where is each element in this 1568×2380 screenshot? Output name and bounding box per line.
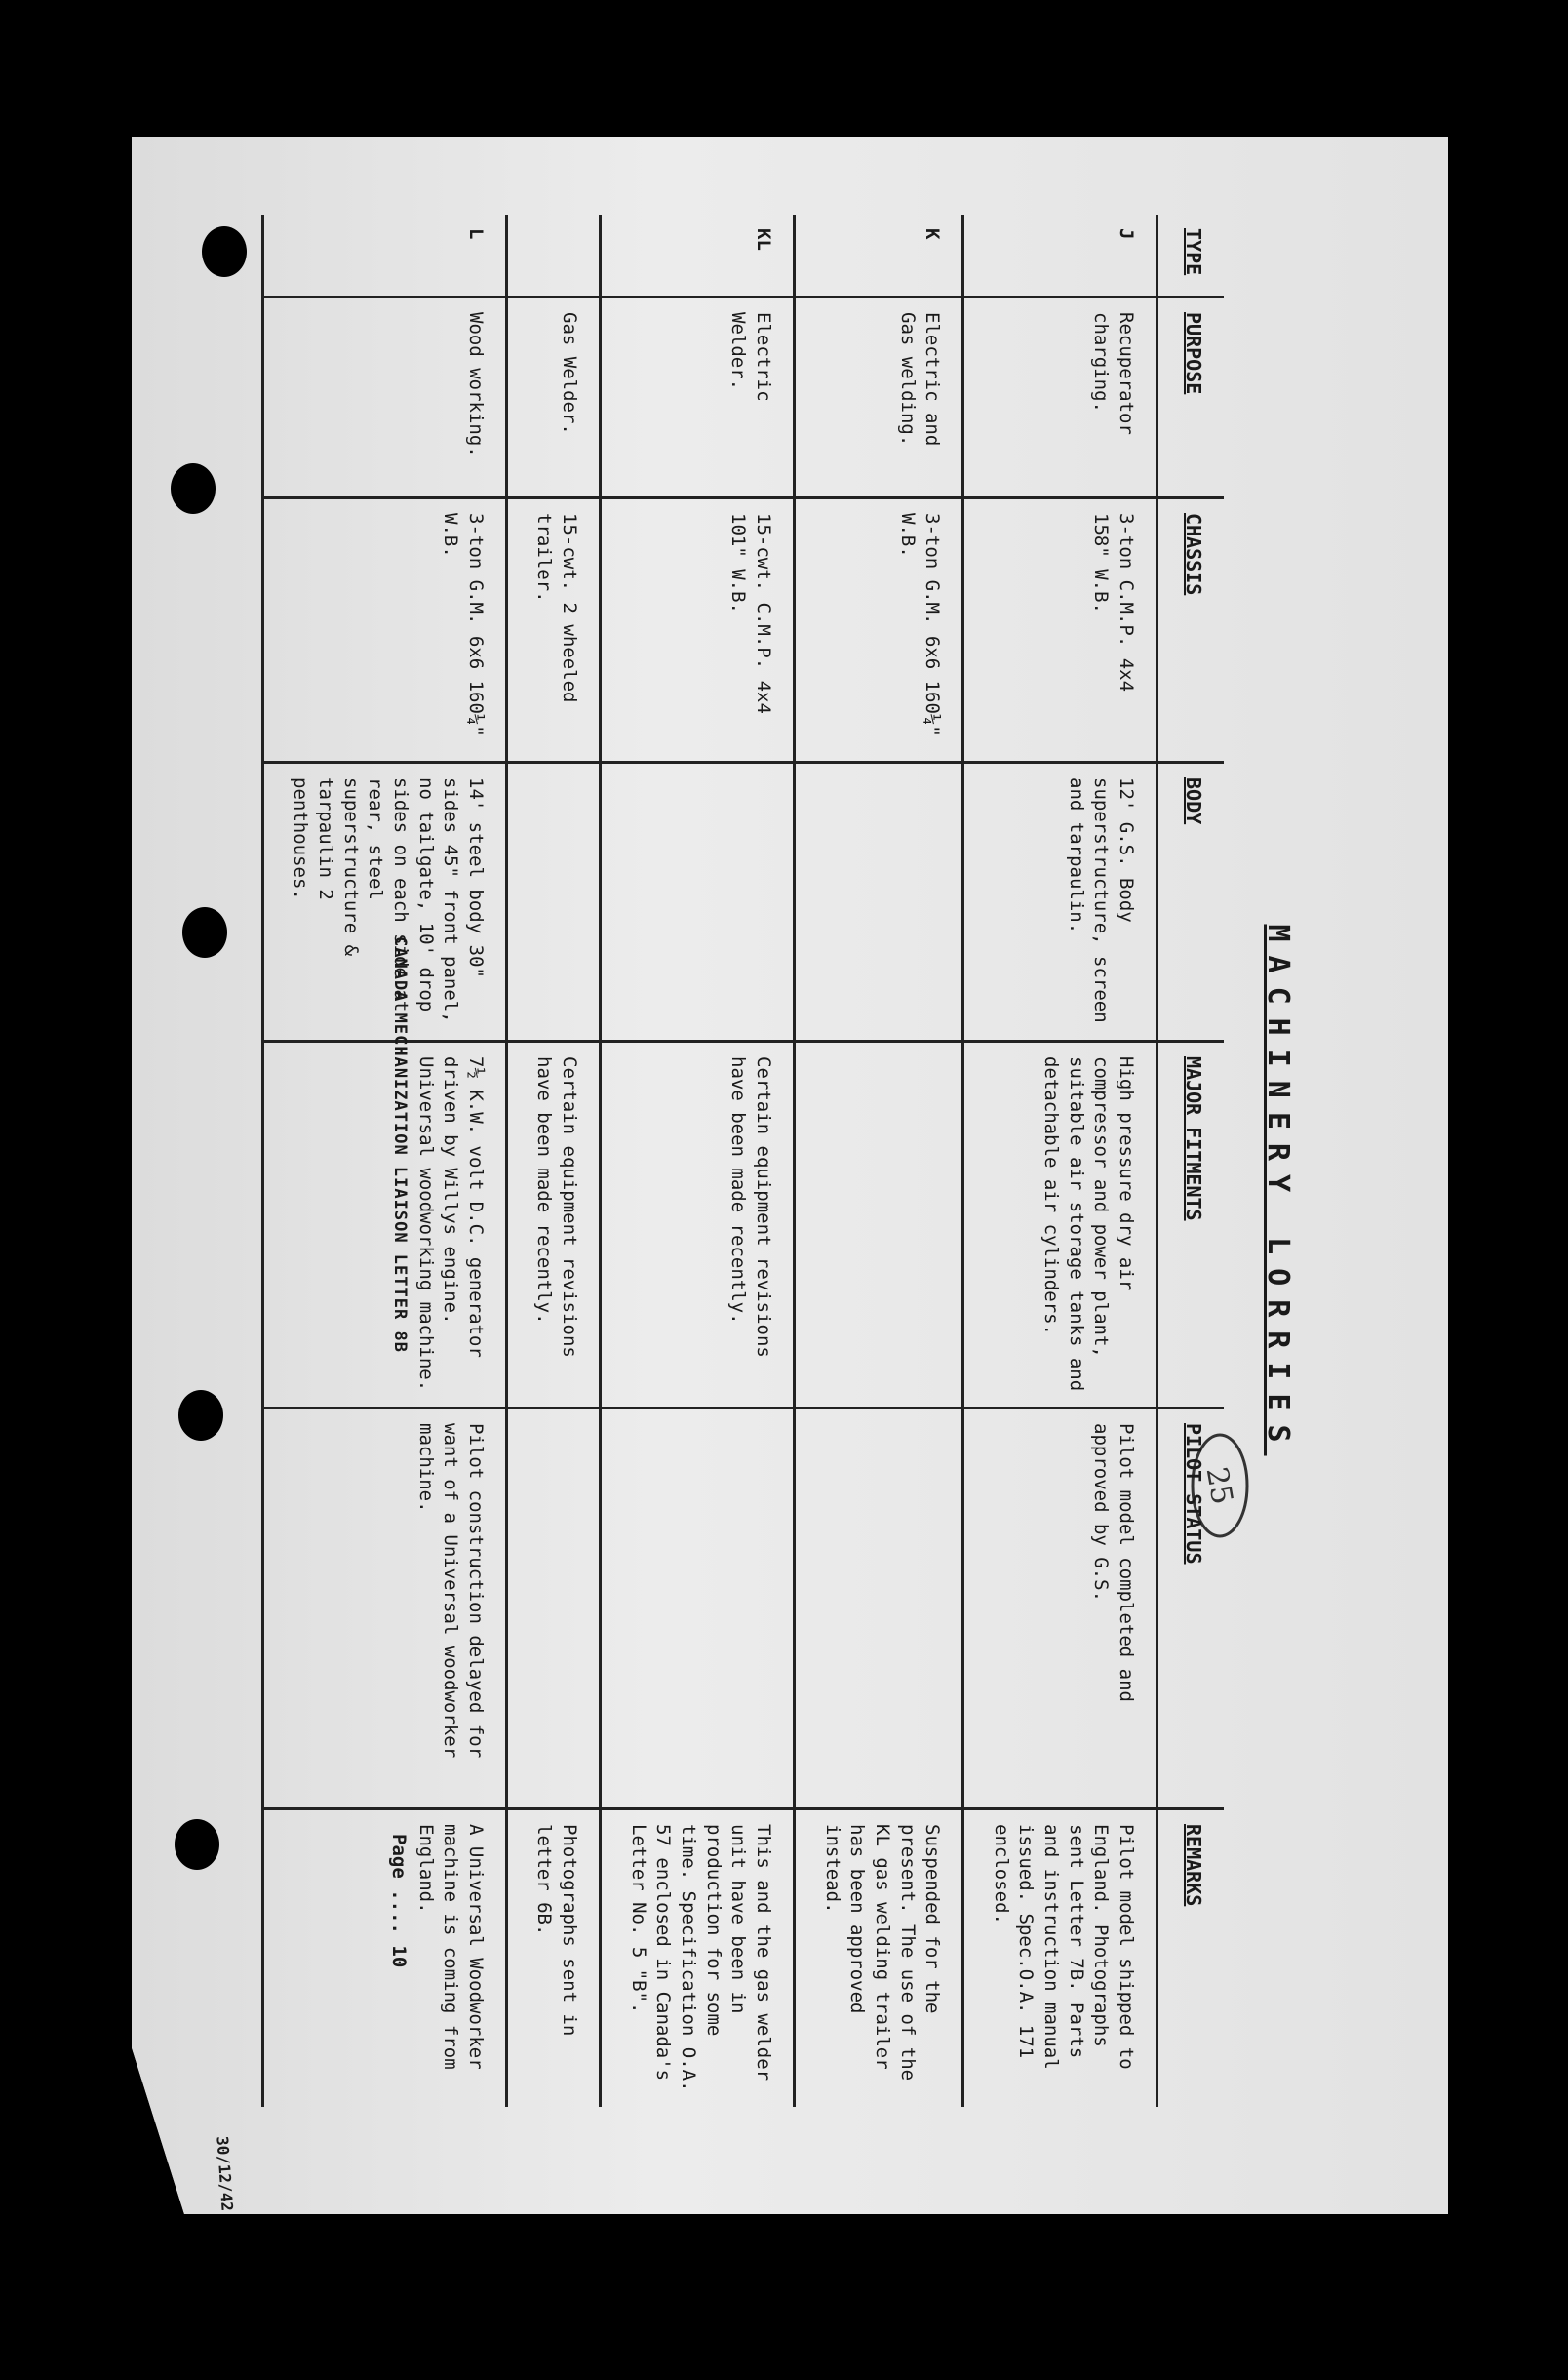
cell-pilot-status bbox=[601, 1408, 795, 1809]
table-row bbox=[262, 215, 506, 2107]
column-header-chassis: CHASSIS bbox=[1157, 498, 1225, 763]
column-header-pilot-status: PILOT STATUS bbox=[1157, 1408, 1225, 1809]
cell-remarks: Photographs sent in letter 6B. bbox=[506, 1809, 600, 2108]
cell-chassis: 15-cwt. 2 wheeled trailer. bbox=[506, 498, 600, 763]
column-header-body: BODY bbox=[1157, 763, 1225, 1042]
table-row bbox=[963, 215, 1157, 2107]
cell-purpose: Gas Welder. bbox=[506, 298, 600, 498]
cell-type: L bbox=[464, 228, 487, 240]
cell-type: J bbox=[1116, 228, 1137, 240]
document-page bbox=[156, 176, 1443, 2212]
cell-type: KL bbox=[752, 228, 774, 251]
cell-remarks: This and the gas welder unit have been in production for some time. Specification O.A. 57 enclosed in Canada's Letter No. 5 "B". bbox=[601, 1809, 795, 2108]
cell-major-fitments: Certain equipment revisions have been made recently. bbox=[601, 1042, 795, 1408]
table-row bbox=[601, 215, 795, 2107]
cell-purpose: Electric Welder. bbox=[601, 298, 795, 498]
cell-type bbox=[506, 215, 600, 298]
cell-major-fitments: High pressure dry air compressor and power plant, suitable air storage tanks and detachable air cylinders. bbox=[963, 1042, 1157, 1408]
cell-purpose: Electric and Gas welding. bbox=[794, 298, 962, 498]
cell-body bbox=[601, 763, 795, 1042]
cell-purpose: Recuperator charging. bbox=[963, 298, 1157, 498]
cell-type: K bbox=[921, 228, 944, 240]
column-header-type: TYPE bbox=[1182, 228, 1205, 276]
cell-major-fitments bbox=[794, 1042, 962, 1408]
cell-body: 14' steel body 30" sides 45" front panel, no tailgate, 10' drop sides on each side at rear, steel superstructure & tarpaulin 2 penthouses. bbox=[262, 763, 506, 1042]
cell-chassis: 3-ton C.M.P. 4x4 158" W.B. bbox=[963, 498, 1157, 763]
cell-pilot-status bbox=[506, 1408, 600, 1809]
cell-remarks: Suspended for the present. The use of the KL gas welding trailer has been approved instead. bbox=[794, 1809, 962, 2108]
table-row bbox=[506, 215, 600, 2107]
cell-pilot-status: Pilot construction delayed for want of a Universal woodworker machine. bbox=[262, 1408, 506, 1809]
document-footer: CANADA MECHANIZATION LIAISON LETTER 8B bbox=[390, 936, 410, 1353]
cell-remarks: A Universal Woodworker machine is coming from England. bbox=[262, 1809, 506, 2108]
page-number: Page .... 10 bbox=[388, 1834, 410, 1968]
table-header-row bbox=[1157, 215, 1225, 2107]
stamp-number: 25 bbox=[1198, 1464, 1239, 1508]
cell-major-fitments: Certain equipment revisions have been made recently. bbox=[506, 1042, 600, 1408]
column-header-major-fitments: MAJOR FITMENTS bbox=[1157, 1042, 1225, 1408]
document-date: 30/12/42 bbox=[213, 2135, 237, 2212]
cell-major-fitments: 7½ K.W. volt D.C. generator driven by Willys engine. Universal woodworking machine. bbox=[262, 1042, 506, 1408]
cell-pilot-status: Pilot model completed and approved by G.S. bbox=[963, 1408, 1157, 1809]
cell-pilot-status bbox=[794, 1408, 962, 1809]
cell-chassis: 3-ton G.M. 6x6 160¼" W.B. bbox=[262, 498, 506, 763]
cell-body: 12' G.S. Body superstructure, screen and tarpaulin. bbox=[963, 763, 1157, 1042]
column-header-purpose: PURPOSE bbox=[1157, 298, 1225, 498]
cell-body bbox=[506, 763, 600, 1042]
cell-purpose: Wood working. bbox=[262, 298, 506, 498]
cell-body bbox=[794, 763, 962, 1042]
cell-chassis: 15-cwt. C.M.P. 4x4 101" W.B. bbox=[601, 498, 795, 763]
table-row bbox=[794, 215, 962, 2107]
document-title: MACHINERY LORRIES bbox=[1261, 924, 1295, 1456]
column-header-remarks: REMARKS bbox=[1157, 1809, 1225, 2108]
cell-remarks: Pilot model shipped to England. Photographs sent Letter 7B. Parts and instruction manual issued. Spec.O.A. 171 enclosed. bbox=[963, 1809, 1157, 2108]
cell-chassis: 3-ton G.M. 6x6 160¼" W.B. bbox=[794, 498, 962, 763]
